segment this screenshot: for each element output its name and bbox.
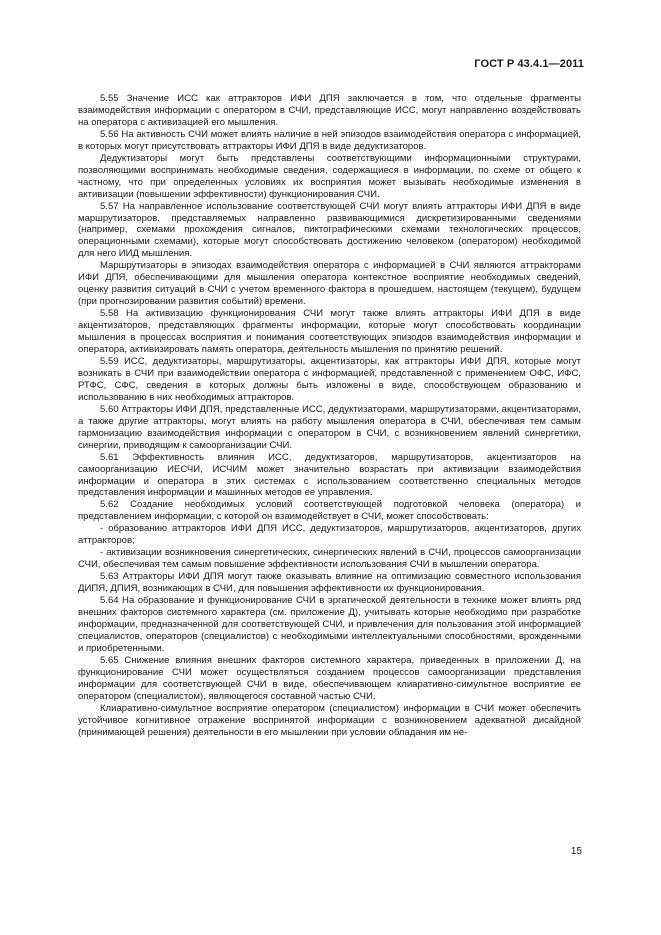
paragraph-5-63: 5.63 Аттракторы ИФИ ДПЯ могут также оказывать влияние на оптимизацию совместного использования ДИПЯ, ДПИЯ, возникающих в СЧИ, для повышения эффективности их функционирования.: [78, 571, 581, 595]
paragraph-5-55: 5.55 Значение ИСС как аттракторов ИФИ ДПЯ заключается в том, что отдельные фрагменты взаимодействия информации с оператором в СЧИ, представляющие ИСС, могут направленно воздействовать на оператора с активизацией его мышления.: [78, 93, 581, 128]
paragraph-clarative: Клиаративно-симультное восприятие оператором (специалистом) информации в СЧИ может обеспечить устойчивое когнитивное отражение воспринятой информации с возникновением адекватной дисайдной (принимающей решения) деятельности в его мышлении при условии обладания им не-: [78, 702, 581, 738]
page-number: 15: [570, 846, 582, 857]
paragraph-5-65: 5.65 Снижение влияния внешних факторов системного характера, приведенных в приложении Д, на функционирование СЧИ может осуществляться созданием процессов самоорганизации представления информации для соответствующей СЧИ в виде, обеспечивающем клиаративно-симультное восприятие ее оператором (специалистом), являющегося составной частью СЧИ.: [78, 654, 581, 702]
paragraph-5-57: 5.57 На направленное использование соответствующей СЧИ могут влиять аттракторы ИФИ ДПЯ в виде маршрутизаторов, представляемых направленно развивающимися дискретизированными сведениями (например, схемами прохождения сигналов, пиктографическими схемами технологических процессов, операционными схемами), которые могут способствовать достижению человеком (оператором) необходимой для него ИИД мышления.: [78, 200, 581, 260]
list-item-attractors: - образованию аттракторов ИФИ ДПЯ ИСС, дедуктизаторов, маршрутизаторов, акцентизаторов, других аттракторов;: [78, 523, 581, 547]
standard-header: ГОСТ Р 43.4.1—2011: [474, 58, 584, 70]
paragraph-5-58: 5.58 На активизацию функционирования СЧИ могут также влиять аттракторы ИФИ ДПЯ в виде акцентизаторов, представляющих фрагменты информации, которые могут способствовать координации мышления в процессах восприятия и понимания соответствующих эпизодов взаимодействия информации и оператора, активизировать память оператора, деятельность мышления по принятию решений.: [78, 308, 581, 356]
paragraph-deductizers: Дедуктизаторы могут быть представлены соответствующими информационными структурами, позволяющими воспринимать необходимые сведения, содержащиеся в информации, по схеме от общего к частному, что при определенных условиях их восприятия может вызывать необходимые изменения в активизации (повышении эффективности) функционирования СЧИ.: [78, 152, 581, 200]
paragraph-5-59: 5.59 ИСС, дедуктизаторы, маршрутизаторы, акцентизаторы, как аттракторы ИФИ ДПЯ, которые могут возникать в СЧИ при взаимодействии оператора с информацией, представленной с применением ОФС, ИФС, РТФС, СФС, сведения в которых должны быть изложены в виде, способствующем образованию и использованию в них необходимых аттракторов.: [78, 355, 581, 403]
paragraph-5-64: 5.64 На образование и функционирование СЧИ в эргатической деятельности в технике может влиять ряд внешних факторов системного характера (см. приложение Д), учитывать которые необходимо при разработке информации, предназначенной для соответствующей СЧИ, и привлечения для пользования этой информацией специалистов, операторов (специалистов) с необходимыми интеллектуальными способностями, врожденными и приобретенными.: [78, 595, 581, 654]
paragraph-routers: Маршрутизаторы в эпизодах взаимодействия оператора с информацией в СЧИ являются аттракторами ИФИ ДПЯ, обеспечивающими для мышления оператора контекстное восприятие необходимых сведений, оценку развития ситуаций в СЧИ с учетом временного фактора в прошедшем, настоящем (текущем), будущем (при прогнозировании развития событий) времени.: [78, 260, 581, 308]
paragraph-5-61: 5.61 Эффективность влияния ИСС, дедуктизаторов, маршрутизаторов, акцентизаторов на самоорганизацию ИЕСЧИ, ИСЧИМ может значительно возрастать при активизации взаимодействия информации и оператора в этих системах с использованием соответственно специальных методов представления информации и машинных методов ее управления.: [78, 451, 581, 499]
paragraph-5-62: 5.62 Создание необходимых условий соответствующей подготовкой человека (оператора) и представлением информации, с которой он взаимодействует в СЧИ, может способствовать:: [78, 499, 581, 523]
paragraph-5-56: 5.56 На активность СЧИ может влиять наличие в ней эпизодов взаимодействия оператора с информацией, в которых могут присутствовать аттракторы ИФИ ДПЯ в виде дедуктизаторов.: [78, 128, 581, 152]
body-text: [78, 93, 581, 738]
list-item-synergy: - активизации возникновения синергетических, синергических явлений в СЧИ, процессов самоорганизации СЧИ, обеспечивая тем самым повышение эффективности использования СЧИ в мышлении оператора.: [78, 547, 581, 571]
paragraph-5-60: 5.60 Аттракторы ИФИ ДПЯ, представленные ИСС, дедуктизаторами, маршрутизаторами, акцентизаторами, а также другие аттракторы, могут влиять на работу мышления оператора в СЧИ, обеспечивая тем самым гармонизацию взаимодействия информации с оператором в СЧИ, с возникновением явлений синергетики, синергии, приводящим к самоорганизации СЧИ.: [78, 403, 581, 451]
